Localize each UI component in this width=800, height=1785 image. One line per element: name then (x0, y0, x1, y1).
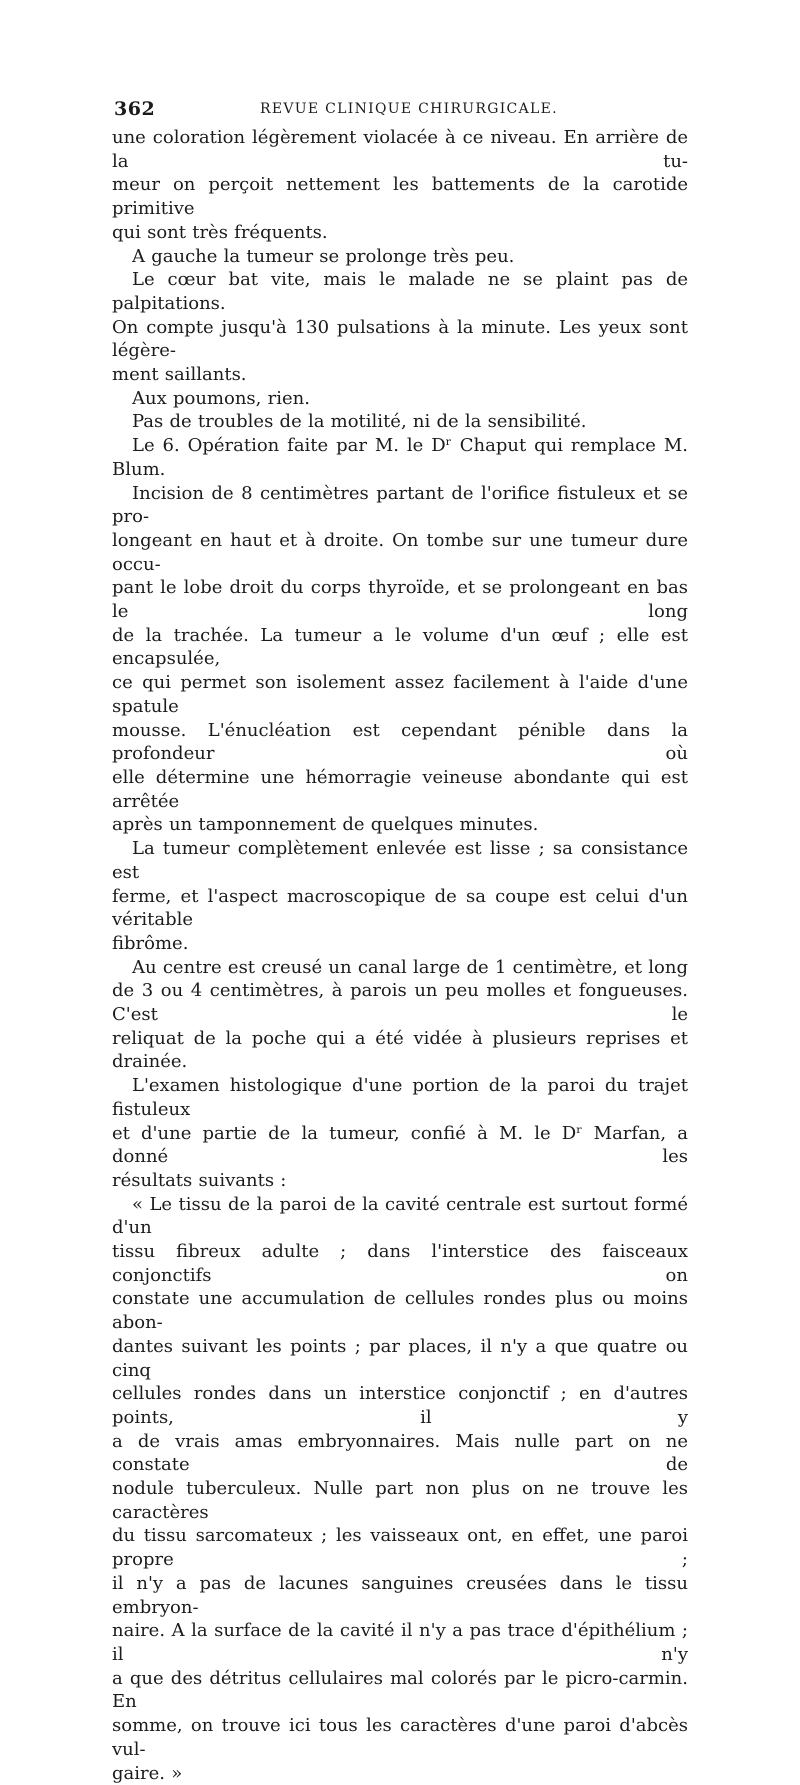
text-line: Incision de 8 centimètres partant de l'orifice fistuleux et se pro- (112, 482, 688, 528)
text-line: ferme, et l'aspect macroscopique de sa coupe est celui d'un véritable (112, 885, 688, 931)
text-line: qui sont très fréquents. (112, 221, 328, 243)
text-line: nodule tuberculeux. Nulle part non plus on ne trouve les caractères (112, 1478, 688, 1523)
text-line: reliquat de la poche qui a été vidée à plusieurs reprises et drainée. (112, 1027, 688, 1073)
text-line: a que des détritus cellulaires mal colorés par le picro-carmin. En (112, 1667, 688, 1713)
book-page (112, 98, 688, 1785)
text-line: longeant en haut et à droite. On tombe sur une tumeur dure occu- (112, 529, 688, 575)
text-line: ment saillants. (112, 364, 247, 386)
text-line: pant le lobe droit du corps thyroïde, et se prolongeant en bas le long (112, 577, 688, 623)
text-line: de 3 ou 4 centimètres, à parois un peu molles et fongueuses. C'est le (112, 980, 688, 1026)
text-line: On compte jusqu'à 130 pulsations à la minute. Les yeux sont légère- (112, 316, 688, 362)
text-line: naire. A la surface de la cavité il n'y a pas trace d'épithélium ; il n'y (112, 1620, 688, 1665)
text-line: elle détermine une hémorragie veineuse abondante qui est arrêtée (112, 766, 688, 812)
text-line: ce qui permet son isolement assez facilement à l'aide d'une spatule (112, 672, 688, 717)
page-number: 362 (114, 98, 156, 120)
text-line: cellules rondes dans un interstice conjonctif ; en d'autres points, il y (112, 1383, 688, 1428)
text-line: La tumeur complètement enlevée est lisse ; sa consistance est (112, 838, 688, 883)
text-line: Le 6. Opération faite par M. le Dʳ Chaput qui remplace M. Blum. (112, 435, 688, 480)
text-line: de la trachée. La tumeur a le volume d'un œuf ; elle est encapsulée, (112, 624, 688, 670)
page-header (112, 98, 688, 126)
body-text (112, 126, 688, 1785)
text-line: et d'une partie de la tumeur, confié à M. le Dʳ Marfan, a donné les (112, 1122, 688, 1168)
text-line: A gauche la tumeur se prolonge très peu. (132, 245, 515, 267)
text-line: « Le tissu de la paroi de la cavité centrale est surtout formé d'un (112, 1193, 688, 1239)
text-line: résultats suivants : (112, 1169, 287, 1191)
text-line: mousse. L'énucléation est cependant pénible dans la profondeur où (112, 719, 688, 765)
text-line: Pas de troubles de la motilité, ni de la sensibilité. (132, 411, 587, 433)
text-line: après un tamponnement de quelques minutes. (112, 814, 539, 836)
text-line: fibrôme. (112, 932, 189, 954)
text-line: meur on perçoit nettement les battements de la carotide primitive (112, 174, 688, 220)
text-line: du tissu sarcomateux ; les vaisseaux ont, en effet, une paroi propre ; (112, 1525, 688, 1571)
text-line: dantes suivant les points ; par places, il n'y a que quatre ou cinq (112, 1335, 688, 1381)
text-line: somme, on trouve ici tous les caractères d'une paroi d'abcès vul- (112, 1715, 688, 1760)
text-line: Le cœur bat vite, mais le malade ne se plaint pas de palpitations. (112, 269, 688, 314)
text-line: Aux poumons, rien. (132, 387, 310, 409)
text-line: tissu fibreux adulte ; dans l'interstice des faisceaux conjonctifs on (112, 1241, 688, 1286)
text-line: il n'y a pas de lacunes sanguines creusées dans le tissu embryon- (112, 1572, 688, 1618)
text-line: une coloration légèrement violacée à ce niveau. En arrière de la tu- (112, 127, 688, 172)
text-line: constate une accumulation de cellules rondes plus ou moins abon- (112, 1288, 688, 1334)
running-head: REVUE CLINIQUE CHIRURGICALE. (260, 101, 558, 117)
text-line: Au centre est creusé un canal large de 1 centimètre, et long (132, 956, 688, 978)
text-line: a de vrais amas embryonnaires. Mais nulle part on ne constate de (112, 1430, 688, 1476)
text-line: gaire. » (112, 1762, 183, 1784)
text-line: L'examen histologique d'une portion de la paroi du trajet fistuleux (112, 1075, 688, 1120)
